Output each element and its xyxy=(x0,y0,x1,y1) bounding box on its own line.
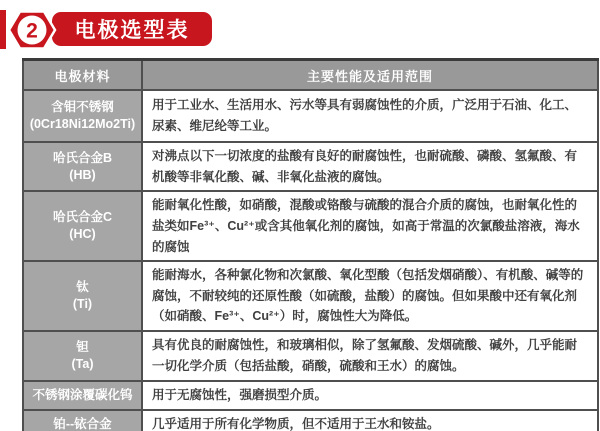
number-badge-icon xyxy=(7,5,57,55)
page-title: 电极选型表 xyxy=(74,19,190,42)
material-code: (0Cr18Ni12Mo2Ti) xyxy=(29,117,136,131)
material-name: 钛 xyxy=(76,280,89,295)
description-cell: 用于无腐蚀性，强磨损型介质。 xyxy=(142,381,598,410)
left-edge-accent-bar xyxy=(0,10,6,49)
description-cell: 对沸点以下一切浓度的盐酸有良好的耐腐蚀性，也耐硫酸、磷酸、氢氟酸、有机酸等非氧化酸、碱、非氧化盐液的腐蚀。 xyxy=(142,142,598,191)
material-code: (HB) xyxy=(69,167,96,182)
material-name: 含钼不锈钢 xyxy=(51,100,114,115)
description-cell: 用于工业水、生活用水、污水等具有弱腐蚀性的介质，广泛用于石油、化工、尿素、维尼纶等工业。 xyxy=(142,90,598,142)
material-cell xyxy=(23,142,142,191)
description-cell: 能耐海水，各种氯化物和次氯酸、氧化型酸（包括发烟硝酸）、有机酸、碱等的腐蚀，不耐较纯的还原性酸（如硫酸，盐酸）的腐蚀。但如果酸中还有氧化剂（如硝酸、Fe³⁺、Cu²⁺）时，腐蚀性大为降低。 xyxy=(142,261,598,331)
page-header xyxy=(0,0,600,58)
table-row xyxy=(23,331,598,381)
description-cell: 能耐氧化性酸，如硝酸，混酸或铬酸与硫酸的混合介质的腐蚀，也耐氧化性的盐类如Fe³⁺、Cu²⁺或含其他氧化剂的腐蚀，如高于常温的次氯酸盐溶液，海水的腐蚀 xyxy=(142,191,598,261)
material-cell xyxy=(23,331,142,381)
badge-number: 2 xyxy=(26,19,38,43)
material-name: 钽 xyxy=(76,340,89,355)
description-cell: 具有优良的耐腐蚀性，和玻璃相似，除了氢氟酸、发烟硫酸、碱外，几乎能耐一切化学介质（包括盐酸，硝酸，硫酸和王水）的腐蚀。 xyxy=(142,331,598,381)
material-code: (Ti) xyxy=(72,297,93,312)
material-name: 哈氏合金B xyxy=(52,150,113,165)
column-header-material: 电极材料 xyxy=(23,60,142,91)
table-row xyxy=(23,261,598,331)
material-cell xyxy=(23,191,142,261)
description-cell: 几乎适用于所有化学物质，但不适用于王水和铵盐。 xyxy=(142,410,598,431)
table-header-row xyxy=(23,60,598,91)
material-name: 哈氏合金C xyxy=(52,210,113,225)
table-row xyxy=(23,90,598,142)
column-header-description: 主要性能及适用范围 xyxy=(142,60,598,91)
material-code: (Ta) xyxy=(71,357,94,371)
material-name: 铂--铱合金 xyxy=(53,416,112,431)
table-row xyxy=(23,410,598,431)
section-title-pill xyxy=(52,12,212,46)
material-code: (HC) xyxy=(69,227,96,242)
material-cell xyxy=(23,410,142,431)
electrode-selection-table xyxy=(22,58,599,431)
material-cell xyxy=(23,381,142,410)
table-row xyxy=(23,191,598,261)
material-cell xyxy=(23,261,142,331)
material-cell xyxy=(23,90,142,142)
table-row xyxy=(23,142,598,191)
material-name: 不锈钢涂覆碳化钨 xyxy=(32,387,133,402)
table-row xyxy=(23,381,598,410)
